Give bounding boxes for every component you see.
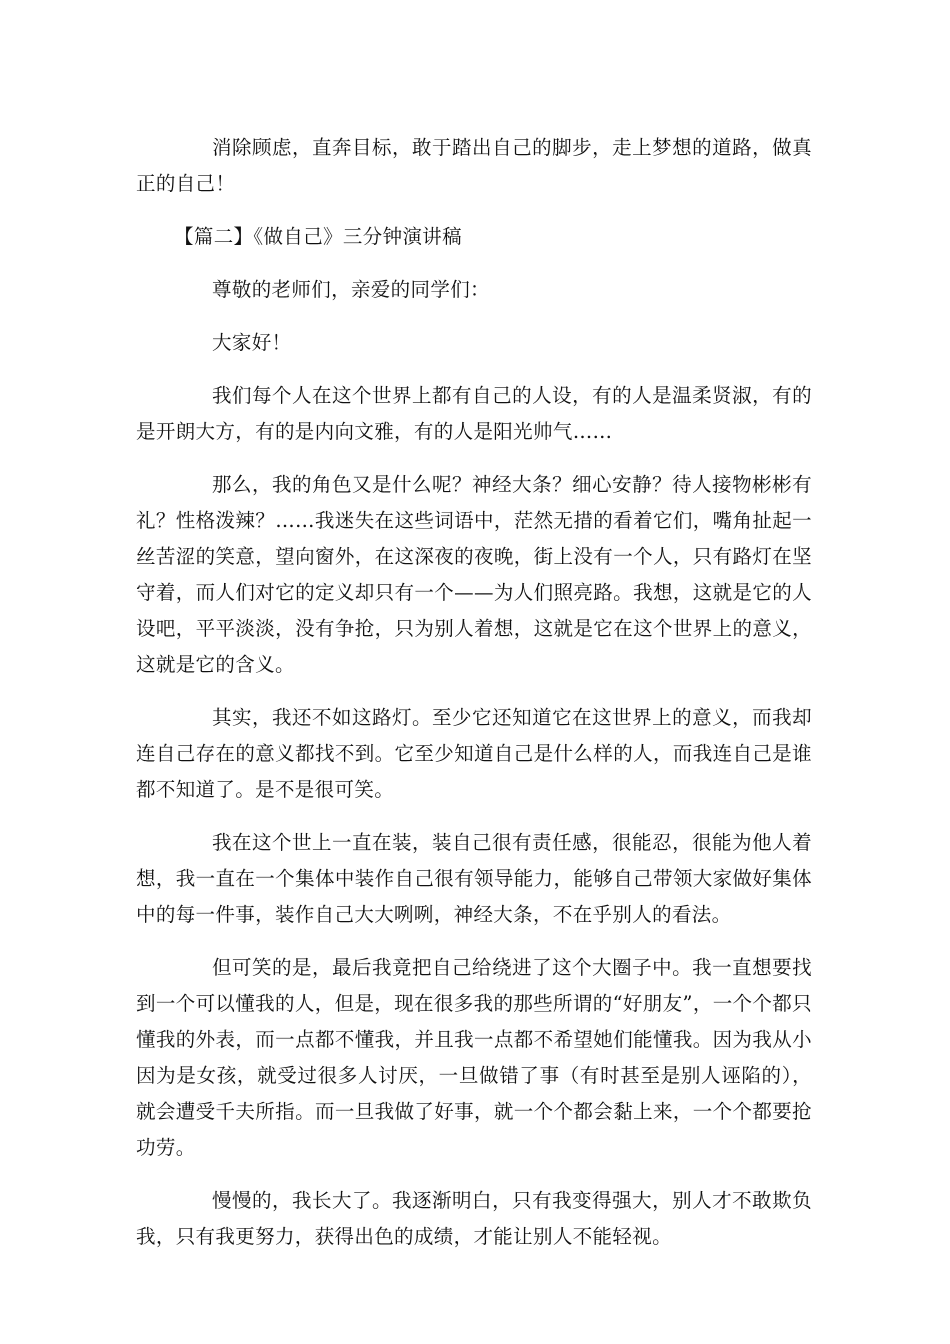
- paragraph-salutation: 尊敬的老师们，亲爱的同学们：: [212, 278, 490, 301]
- paragraph-closing: 消除顾虑，直奔目标，敢于踏出自己的脚步，走上梦想的道路，做真正的自己！: [136, 136, 812, 195]
- paragraph-body: 慢慢的，我长大了。我逐渐明白，只有我变得强大，别人才不敢欺负我，只有我更努力，获得出色的成绩，才能让别人不能轻视。: [136, 1189, 812, 1248]
- document-body: [136, 130, 812, 1272]
- paragraph-body: 但可笑的是，最后我竟把自己给绕进了这个大圈子中。我一直想要找到一个可以懂我的人，但是，现在很多我的那些所谓的“好朋友”，一个个都只懂我的外表，而一点都不懂我，并且我一点都不希望她们能懂我。因为我从小因为是女孩，就受过很多人讨厌，一旦做错了事（有时甚至是别人诬陷的），就会遭受千夫所指。而一旦我做了好事，就一个个都会黏上来，一个个都要抢功劳。: [136, 956, 812, 1159]
- paragraph-body: 其实，我还不如这路灯。至少它还知道它在这世界上的意义，而我却连自己存在的意义都找不到。它至少知道自己是什么样的人，而我连自己是谁都不知道了。是不是很可笑。: [136, 706, 812, 801]
- paragraph-body: 我们每个人在这个世界上都有自己的人设，有的人是温柔贤淑，有的是开朗大方，有的是内向文雅，有的人是阳光帅气……: [136, 384, 812, 443]
- paragraph-body: 我在这个世上一直在装，装自己很有责任感，很能忍，很能为他人着想，我一直在一个集体中装作自己很有领导能力，能够自己带领大家做好集体中的每一件事，装作自己大大咧咧，神经大条，不在乎别人的看法。: [136, 831, 812, 926]
- paragraph-body: 那么，我的角色又是什么呢？神经大条？细心安静？待人接物彬彬有礼？性格泼辣？……我迷失在这些词语中，茫然无措的看着它们，嘴角扯起一丝苦涩的笑意，望向窗外，在这深夜的夜晚，街上没有一个人，只有路灯在坚守着，而人们对它的定义却只有一个——为人们照亮路。我想，这就是它的人设吧，平平淡淡，没有争抢，只为别人着想，这就是它在这个世界上的意义，这就是它的含义。: [136, 473, 812, 676]
- paragraph-greeting: 大家好！: [212, 331, 292, 354]
- section-heading: 【篇二】《做自己》三分钟演讲稿: [174, 225, 463, 248]
